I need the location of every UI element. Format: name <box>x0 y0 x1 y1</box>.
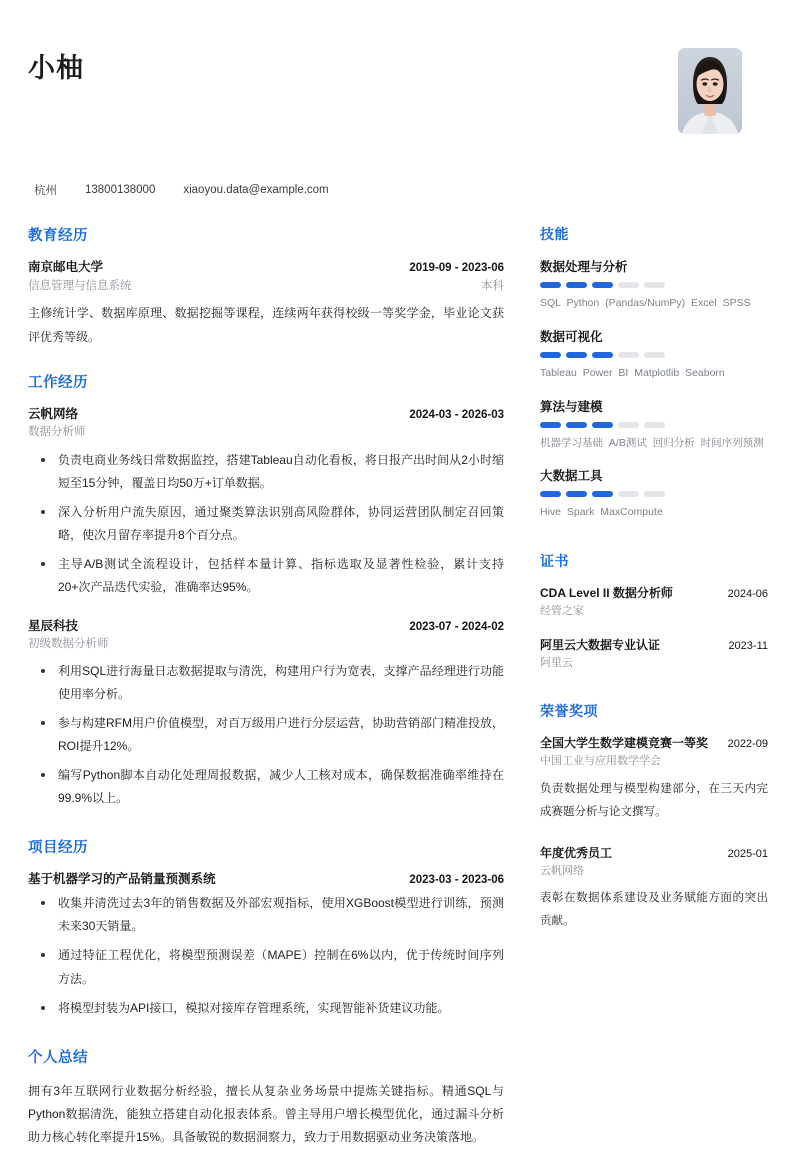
award-entry <box>540 734 768 824</box>
work-bullet-list <box>28 660 504 810</box>
avatar <box>678 48 742 134</box>
project-bullet-list <box>28 892 504 1019</box>
certificate-name: 阿里云大数据专业认证 <box>540 637 661 652</box>
skill-segment <box>540 352 561 358</box>
skill-segment <box>566 282 587 288</box>
list-item: 负责电商业务线日常数据监控，搭建Tableau自动化看板，将日报产出时间从2小时缩短至15分钟，覆盖日均50万+订单数据。 <box>28 449 504 495</box>
skill-segment <box>618 352 639 358</box>
skill-segment <box>592 282 613 288</box>
award-description: 表彰在数据体系建设及业务赋能方面的突出贡献。 <box>540 892 768 928</box>
skill-category-name: 算法与建模 <box>540 399 603 414</box>
contact-email: xiaoyou.data@example.com <box>183 184 329 196</box>
award-date: 2025-01 <box>727 847 768 860</box>
award-issuer: 云帆网络 <box>540 864 584 877</box>
section-education <box>28 224 504 349</box>
work-date: 2024-03 - 2026-03 <box>409 409 504 422</box>
skill-level-meter <box>540 491 768 497</box>
project-entry <box>28 870 504 1019</box>
award-name: 年度优秀员工 <box>540 845 613 860</box>
work-entry <box>28 405 504 599</box>
skill-category-name: 大数据工具 <box>540 469 603 484</box>
skill-segment <box>592 422 613 428</box>
certificate-name: CDA Level II 数据分析师 <box>540 586 673 601</box>
skill-segment <box>618 422 639 428</box>
section-skills <box>540 224 768 521</box>
certificate-issuer: 经管之家 <box>540 605 584 618</box>
skill-group <box>540 397 768 452</box>
project-date: 2023-03 - 2023-06 <box>409 874 504 887</box>
award-entry <box>540 844 768 934</box>
skill-segment <box>644 282 665 288</box>
skill-segment <box>592 491 613 497</box>
resume-header <box>28 40 772 160</box>
work-date: 2023-07 - 2024-02 <box>409 620 504 633</box>
list-item: 编写Python脚本自动化处理周报数据，减少人工核对成本，确保数据准确率维持在99.9%以上。 <box>28 764 504 810</box>
certificate-date: 2024-06 <box>727 588 768 601</box>
contact-location: 杭州 <box>34 185 57 197</box>
job-title: 初级数据分析师 <box>28 637 109 650</box>
school-name: 南京邮电大学 <box>28 260 104 274</box>
award-issuer: 中国工业与应用数学学会 <box>540 755 661 768</box>
skill-tags: Tableau Power BI Matplotlib Seaborn <box>540 366 725 379</box>
work-bullet-list <box>28 449 504 599</box>
company-name: 星辰科技 <box>28 618 79 633</box>
project-name: 基于机器学习的产品销量预测系统 <box>28 872 216 887</box>
award-name: 全国大学生数学建模竞赛一等奖 <box>540 736 709 751</box>
education-degree: 本科 <box>481 280 504 293</box>
skill-segment <box>592 352 613 358</box>
skill-segment <box>618 282 639 288</box>
section-work-experience <box>28 371 504 810</box>
summary-text: 拥有3年互联网行业数据分析经验，擅长从复杂业务场景中提炼关键指标。精通SQL与Python数据清洗，能独立搭建自动化报表体系。曾主导用户增长模型优化，通过漏斗分析助力核心转化率提升15%。具备敏锐的数据洞察力，致力于用数据驱动业务决策落地。 <box>28 1083 504 1145</box>
skill-level-meter <box>540 422 768 428</box>
certificate-date: 2023-11 <box>728 639 768 652</box>
skill-segment <box>540 491 561 497</box>
certificate-issuer: 阿里云 <box>540 656 573 669</box>
list-item: 利用SQL进行海量日志数据提取与清洗，构建用户行为宽表，支撑产品经理进行功能使用率分析。 <box>28 660 504 706</box>
main-column <box>28 224 518 1172</box>
skill-segment <box>618 491 639 497</box>
education-description: 主修统计学、数据库原理、数据挖掘等课程，连续两年获得校级一等奖学金，毕业论文获评优秀等级。 <box>28 306 504 344</box>
skill-group <box>540 257 768 312</box>
section-title-skills: 技能 <box>540 226 569 242</box>
section-projects <box>28 836 504 1019</box>
skill-segment <box>566 491 587 497</box>
certificate-entry <box>540 636 768 672</box>
section-title-summary: 个人总结 <box>28 1049 88 1066</box>
award-description: 负责数据处理与模型构建部分，在三天内完成赛题分析与论文撰写。 <box>540 782 768 818</box>
skill-category-name: 数据可视化 <box>540 329 603 344</box>
skill-tags: SQL Python (Pandas/NumPy) Excel SPSS <box>540 297 751 309</box>
certificate-entry <box>540 584 768 620</box>
resume-body <box>28 224 772 1172</box>
header-identity <box>28 40 84 84</box>
section-title-work: 工作经历 <box>28 375 88 392</box>
list-item: 主导A/B测试全流程设计，包括样本量计算、指标选取及显著性检验，累计支持20+次产品迭代实验，准确率达95%。 <box>28 553 504 599</box>
section-certificates <box>540 551 768 671</box>
section-title-education: 教育经历 <box>28 228 88 244</box>
skill-segment <box>540 422 561 428</box>
list-item: 通过特征工程优化，将模型预测误差（MAPE）控制在6%以内，优于传统时间序列方法。 <box>28 944 504 990</box>
list-item: 深入分析用户流失原因，通过聚类算法识别高风险群体，协同运营团队制定召回策略，使次月留存率提升8个百分点。 <box>28 501 504 547</box>
contact-info <box>28 182 772 198</box>
section-summary <box>28 1046 504 1150</box>
skill-tags: 机器学习基础 A/B测试 回归分析 时间序列预测 <box>540 436 764 449</box>
skill-level-meter <box>540 352 768 358</box>
job-title: 数据分析师 <box>28 426 86 439</box>
skill-tags: Hive Spark MaxCompute <box>540 506 663 519</box>
education-entry <box>28 258 504 349</box>
skill-segment <box>566 352 587 358</box>
skill-group <box>540 466 768 521</box>
skill-segment <box>644 352 665 358</box>
section-title-awards: 荣誉奖项 <box>540 703 598 720</box>
section-title-certificates: 证书 <box>540 553 569 570</box>
award-date: 2022-09 <box>727 738 768 751</box>
skill-segment <box>644 422 665 428</box>
education-major: 信息管理与信息系统 <box>28 280 132 293</box>
skill-level-meter <box>540 282 768 288</box>
portrait-photo-icon <box>678 48 742 134</box>
side-column <box>518 224 768 953</box>
skill-segment <box>644 491 665 497</box>
list-item: 收集并清洗过去3年的销售数据及外部宏观指标，使用XGBoost模型进行训练，预测未来30天销量。 <box>28 892 504 938</box>
list-item: 参与构建RFM用户价值模型，对百万级用户进行分层运营，协助营销部门精准投放，ROI提升12%。 <box>28 712 504 758</box>
skill-segment <box>540 282 561 288</box>
skill-category-name: 数据处理与分析 <box>540 260 628 274</box>
skill-segment <box>566 422 587 428</box>
page-title: 小柚 <box>28 53 84 83</box>
work-entry <box>28 617 504 811</box>
section-awards <box>540 701 768 933</box>
contact-phone: 13800138000 <box>85 184 156 196</box>
list-item: 将模型封装为API接口，模拟对接库存管理系统，实现智能补货建议功能。 <box>28 997 504 1020</box>
education-date: 2019-09 - 2023-06 <box>409 262 504 274</box>
company-name: 云帆网络 <box>28 407 79 422</box>
skill-group <box>540 327 768 382</box>
section-title-projects: 项目经历 <box>28 840 88 857</box>
